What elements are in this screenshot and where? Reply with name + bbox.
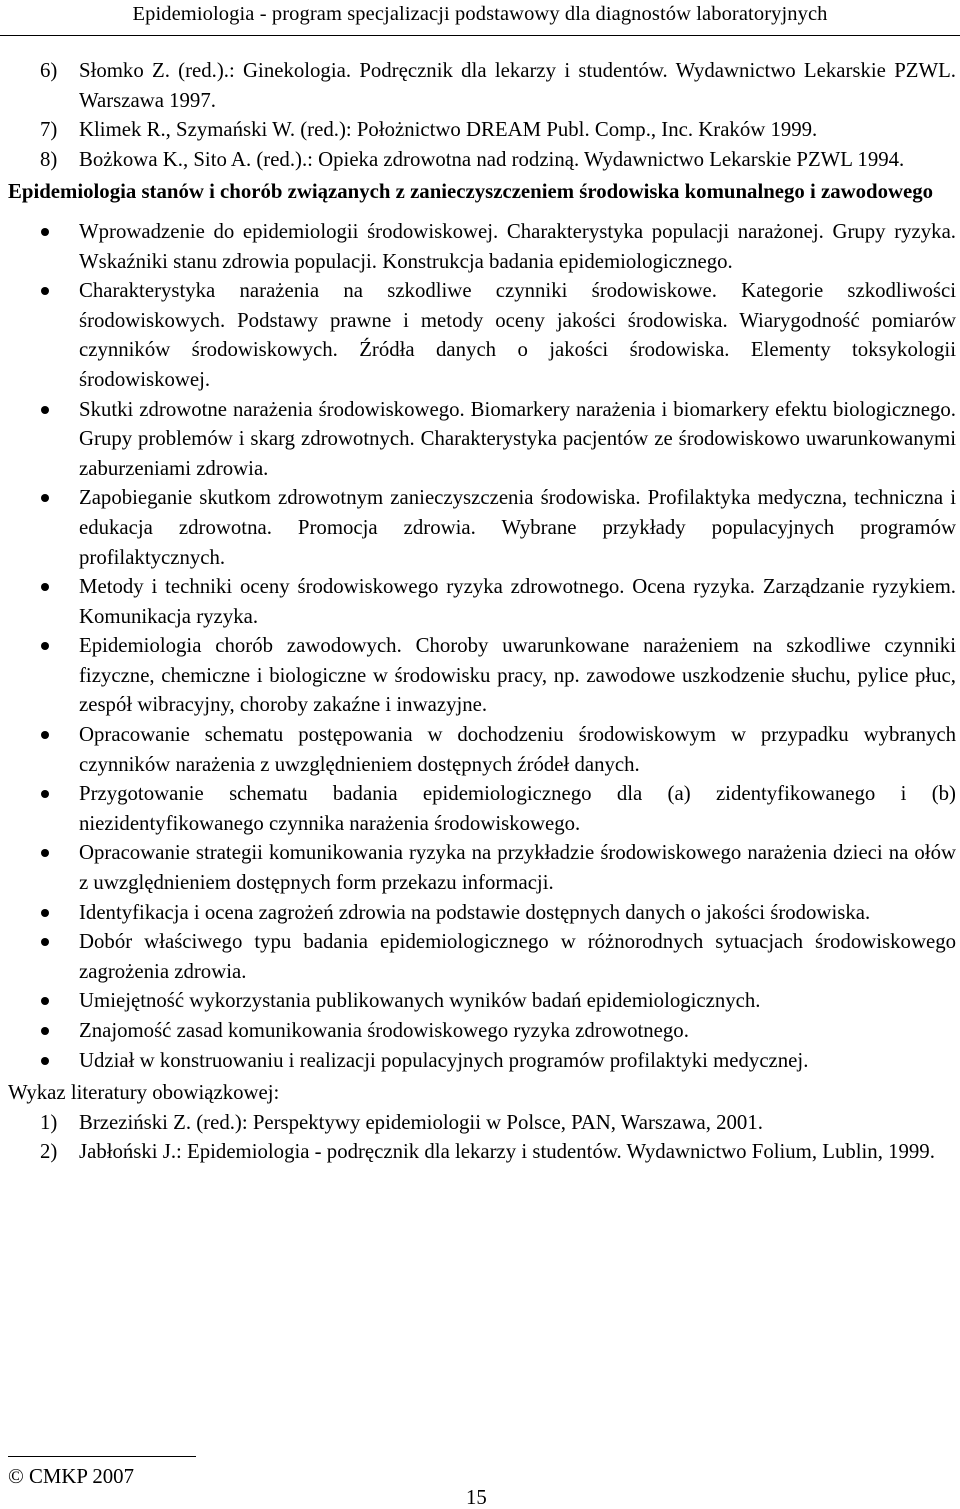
topic-text: Epidemiologia chorób zawodowych. Choroby uwarunkowane narażeniem na szkodliwe czynniki fizyczne, chemiczne i biologiczne w środowisku pracy, np. zawodowe uszkodzenie słuchu, pylice płuc, zespół wibracyjny, choroby zakaźne i inwazyjne.	[79, 634, 956, 717]
footer-copyright: © CMKP 2007	[8, 1465, 134, 1488]
bullet-icon	[41, 790, 49, 798]
bullet-icon	[41, 642, 49, 650]
reference-number: 7)	[40, 118, 58, 142]
topic-text: Opracowanie strategii komunikowania ryzyka na przykładzie środowiskowego narażenia dzieci na ołów z uwzględnieniem dostępnych form przekazu informacji.	[79, 841, 956, 895]
topic-text: Skutki zdrowotne narażenia środowiskowego. Biomarkery narażenia i biomarkery efektu biologicznego. Grupy problemów i skarg zdrowotnych. Charakterystyka pacjentów ze środowiskowo uwarunkowanymi zaburzeniami zdrowia.	[79, 397, 956, 480]
literature-title: Wykaz literatury obowiązkowej:	[8, 1081, 280, 1105]
topic-text: Metody i techniki oceny środowiskowego ryzyka zdrowotnego. Ocena ryzyka. Zarządzanie ryzykiem. Komunikacja ryzyka.	[79, 575, 956, 628]
topic-list	[8, 217, 956, 1075]
reference-text: Klimek R., Szymański W. (red.): Położnictwo DREAM Publ. Comp., Inc. Kraków 1999.	[79, 118, 818, 142]
topic-item	[8, 276, 956, 394]
literature-text: Brzeziński Z. (red.): Perspektywy epidemiologii w Polsce, PAN, Warszawa, 2001.	[79, 1110, 763, 1134]
reference-item	[8, 145, 956, 175]
topic-text: Przygotowanie schematu badania epidemiologicznego dla (a) zidentyfikowanego i (b) niezidentyfikowanego czynnika narażenia środowiskowego.	[79, 782, 956, 835]
topic-item	[8, 572, 956, 631]
bullet-icon	[41, 938, 49, 946]
topic-item	[8, 631, 956, 720]
references-continued	[8, 56, 956, 174]
topic-item	[8, 483, 956, 572]
literature-text: Jabłoński J.: Epidemiologia - podręcznik dla lekarzy i studentów. Wydawnictwo Folium, Lublin, 1999.	[79, 1140, 935, 1164]
bullet-icon	[41, 1057, 49, 1065]
page-header	[0, 0, 960, 36]
reference-text: Słomko Z. (red.).: Ginekologia. Podręcznik dla lekarzy i studentów. Wydawnictwo Lekarskie PZWL. Warszawa 1997.	[79, 59, 956, 112]
bullet-icon	[41, 997, 49, 1005]
bullet-icon	[41, 287, 49, 295]
topic-item	[8, 1046, 956, 1076]
reference-number: 8)	[40, 147, 58, 171]
topic-item	[8, 217, 956, 276]
topic-text: Wprowadzenie do epidemiologii środowiskowej. Charakterystyka populacji narażonej. Grupy ryzyka. Wskaźniki stanu zdrowia populacji. Konstrukcja badania epidemiologicznego.	[79, 219, 956, 273]
section-heading: Epidemiologia stanów i chorób związanych z zanieczyszczeniem środowiska komunalnego i zawodowego	[8, 180, 934, 204]
literature-number: 2)	[40, 1140, 58, 1164]
topic-item	[8, 1016, 956, 1046]
bullet-icon	[41, 406, 49, 414]
literature-item	[8, 1137, 956, 1167]
topic-item	[8, 927, 956, 986]
topic-item	[8, 838, 956, 897]
topic-item	[8, 898, 956, 928]
bullet-icon	[41, 494, 49, 502]
bullet-icon	[41, 228, 49, 236]
reference-text: Bożkowa K., Sito A. (red.).: Opieka zdrowotna nad rodziną. Wydawnictwo Lekarskie PZWL 1994.	[79, 147, 905, 171]
topic-text: Opracowanie schematu postępowania w dochodzeniu środowiskowym w przypadku wybranych czynników narażenia z uwzględnieniem dostępnych źródeł danych.	[79, 723, 956, 776]
reference-item	[8, 115, 956, 145]
literature-item	[8, 1108, 956, 1138]
page-content	[8, 56, 956, 1167]
bullet-icon	[41, 1027, 49, 1035]
topic-text: Dobór właściwego typu badania epidemiologicznego w różnorodnych sytuacjach środowiskowego zagrożenia zdrowia.	[79, 930, 956, 983]
reference-number: 6)	[40, 59, 58, 82]
literature-list	[8, 1108, 956, 1167]
footer-divider	[8, 1456, 196, 1457]
topic-item	[8, 720, 956, 779]
topic-item	[8, 779, 956, 838]
running-title: Epidemiologia - program specjalizacji podstawowy dla diagnostów laboratoryjnych	[132, 3, 828, 25]
bullet-icon	[41, 731, 49, 739]
bullet-icon	[41, 583, 49, 591]
topic-text: Charakterystyka narażenia na szkodliwe czynniki środowiskowe. Kategorie szkodliwości środowiskowych. Podstawy prawne i metody oceny jakości środowiska. Wiarygodność pomiarów czynników środowiskowych. Źródła danych o jakości środowiska. Elementy toksykologii środowiskowej.	[79, 279, 956, 391]
topic-text: Umiejętność wykorzystania publikowanych wyników badań epidemiologicznych.	[79, 989, 761, 1013]
topic-item	[8, 986, 956, 1016]
literature-number: 1)	[40, 1110, 58, 1134]
topic-text: Udział w konstruowaniu i realizacji populacyjnych programów profilaktyki medycznej.	[79, 1048, 809, 1072]
reference-item	[8, 56, 956, 115]
topic-item	[8, 395, 956, 484]
topic-text: Identyfikacja i ocena zagrożeń zdrowia na podstawie dostępnych danych o jakości środowiska.	[79, 900, 871, 924]
topic-text: Znajomość zasad komunikowania środowiskowego ryzyka zdrowotnego.	[79, 1019, 689, 1042]
page-number: 15	[466, 1486, 487, 1509]
bullet-icon	[41, 849, 49, 857]
topic-text: Zapobieganie skutkom zdrowotnym zanieczyszczenia środowiska. Profilaktyka medyczna, techniczna i edukacja zdrowotna. Promocja zdrowia. Wybrane przykłady populacyjnych programów profilaktycznych.	[79, 486, 956, 569]
bullet-icon	[41, 909, 49, 917]
